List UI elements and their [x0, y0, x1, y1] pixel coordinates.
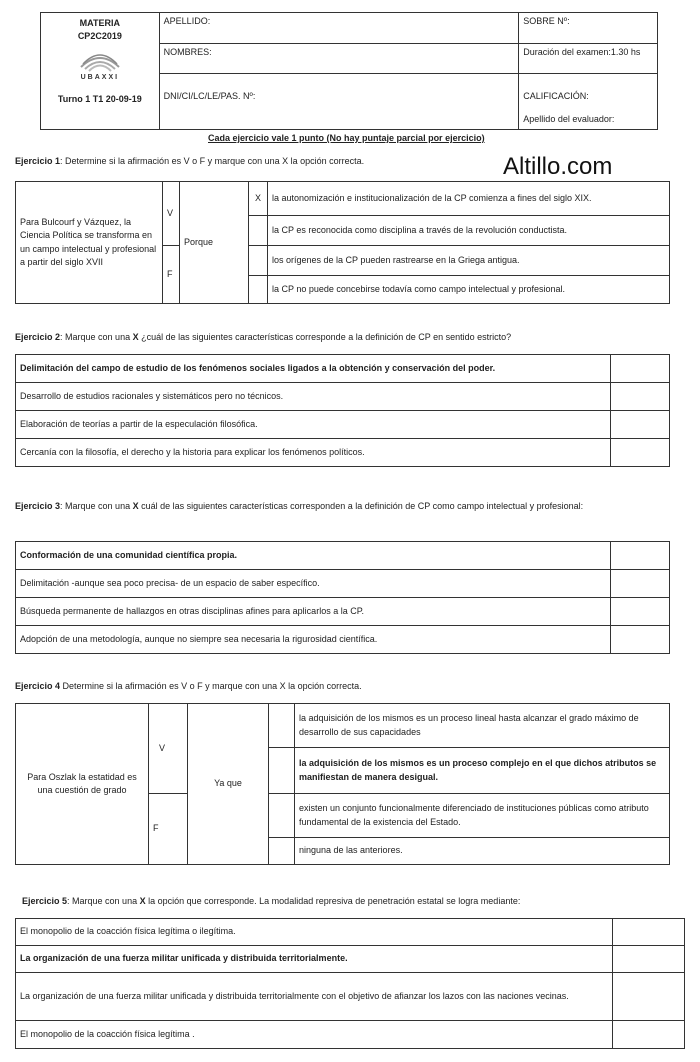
exercise-1-connector: Porque [180, 182, 249, 304]
exercise-1-mark-2[interactable] [249, 216, 268, 246]
exercise-4-table [15, 703, 670, 865]
exercise-1-option-4: la CP no puede concebirse todavía como campo intelectual y profesional. [268, 276, 670, 304]
surname-field[interactable]: APELLIDO: [159, 13, 519, 44]
exercise-3-answer-box-4[interactable] [611, 626, 670, 654]
exercise-5-answer-box-4[interactable] [613, 1021, 685, 1049]
exercise-2-option-1: Delimitación del campo de estudio de los fenómenos sociales ligados a la obtención y conservación del poder. [16, 355, 611, 383]
exercise-2-option-3: Elaboración de teorías a partir de la especulación filosófica. [16, 411, 611, 439]
exercise-5-instruction-b: la opción que corresponde. La modalidad represiva de penetración estatal se logra mediante: [145, 896, 521, 906]
exercise-4-prompt [15, 681, 362, 691]
exercise-1-mark-1[interactable]: X [249, 182, 268, 216]
subject-cell [41, 13, 160, 130]
exam-header-table [40, 12, 658, 130]
exercise-2-instruction-a: : Marque con una [60, 332, 133, 342]
exercise-1-statement: Para Bulcourf y Vázquez, la Ciencia Política se transforma en un campo intelectual y profesional a partir del siglo XVII [16, 182, 163, 304]
exercise-5-answer-box-2[interactable] [613, 946, 685, 973]
exercise-1-mark-4[interactable] [249, 276, 268, 304]
exercise-1-table [15, 181, 670, 304]
exercise-4-false-option[interactable]: F [149, 794, 188, 865]
exercise-1-prompt [15, 156, 364, 166]
exercise-4-label: Ejercicio 4 [15, 681, 61, 691]
exercise-2-option-4: Cercanía con la filosofía, el derecho y la historia para explicar los fenómenos políticos. [16, 439, 611, 467]
exercise-2-option-2: Desarrollo de estudios racionales y sistemáticos pero no técnicos. [16, 383, 611, 411]
exercise-4-mark-1[interactable] [269, 704, 295, 748]
exercise-2-instruction-x: X [132, 332, 139, 342]
points-notice: Cada ejercicio vale 1 punto (No hay puntaje parcial por ejercicio) [208, 133, 485, 143]
exercise-4-instruction: Determine si la afirmación es V o F y marque con una X la opción correcta. [60, 681, 362, 691]
exercise-4-true-option[interactable]: V [149, 704, 188, 794]
exercise-4-option-4: ninguna de las anteriores. [295, 838, 670, 865]
exercise-5-prompt [22, 896, 520, 906]
exercise-2-table [15, 354, 670, 467]
exercise-4-mark-4[interactable] [269, 838, 295, 865]
exercise-1-false-option[interactable]: F [163, 246, 180, 304]
exercise-3-table [15, 541, 670, 654]
exercise-3-answer-box-3[interactable] [611, 598, 670, 626]
exercise-5-answer-box-1[interactable] [613, 919, 685, 946]
id-number-field[interactable] [159, 74, 519, 130]
exercise-5-table [15, 918, 685, 1049]
exercise-1-mark-3[interactable] [249, 246, 268, 276]
exercise-5-option-3: La organización de una fuerza militar unificada y distribuida territorialmente con el objetivo de afianzar los lazos con las naciones vecinas. [16, 973, 613, 1021]
exercise-3-label: Ejercicio 3 [15, 501, 61, 511]
logo-text: UBAXXI [80, 74, 120, 82]
exam-duration: Duración del examen:1.30 hs [519, 44, 658, 74]
id-number-label: DNI/CI/LC/LE/PAS. Nº: [163, 91, 256, 101]
exercise-3-option-3: Búsqueda permanente de hallazgos en otras disciplinas afines para aplicarlos a la CP. [16, 598, 611, 626]
exercise-5-instruction-a: : Marque con una [67, 896, 140, 906]
exercise-1-true-option[interactable]: V [163, 182, 180, 246]
exercise-5-label: Ejercicio 5 [22, 896, 68, 906]
evaluator-label: Apellido del evaluador: [523, 114, 615, 125]
exercise-5-instruction-x: X [139, 896, 146, 906]
exercise-3-answer-box-1[interactable] [611, 542, 670, 570]
exercise-3-option-4: Adopción de una metodología, aunque no siempre sea necesaria la rigurosidad científica. [16, 626, 611, 654]
exercise-3-option-2: Delimitación -aunque sea poco precisa- de un espacio de saber específico. [16, 570, 611, 598]
exercise-4-option-1: la adquisición de los mismos es un proceso lineal hasta alcanzar el grado máximo de desarrollo de sus capacidades [295, 704, 670, 748]
exercise-2-answer-box-1[interactable] [611, 355, 670, 383]
exercise-3-instruction-b: cuál de las siguientes características corresponden a la definición de CP como campo intelectual y profesional: [138, 501, 584, 511]
exercise-2-answer-box-4[interactable] [611, 439, 670, 467]
exercise-4-option-3: existen un conjunto funcionalmente diferenciado de instituciones públicas como atributo fundamental de la existencia del Estado. [295, 794, 670, 838]
exercise-4-connector: Ya que [188, 704, 269, 865]
grade-label: CALIFICACIÓN: [523, 91, 589, 101]
exercise-1-option-1: la autonomización e institucionalización de la CP comienza a fines del siglo XIX. [268, 182, 670, 216]
exercise-5-option-1: El monopolio de la coacción física legítima o ilegítima. [16, 919, 613, 946]
exercise-3-instruction-a: : Marque con una [60, 501, 133, 511]
grade-cell[interactable] [519, 74, 658, 130]
exercise-5-answer-box-3[interactable] [613, 973, 685, 1021]
exercise-2-answer-box-2[interactable] [611, 383, 670, 411]
exercise-1-label: Ejercicio 1 [15, 156, 61, 166]
exercise-1-instruction: : Determine si la afirmación es V o F y marque con una X la opción correcta. [60, 156, 365, 166]
shift-date: Turno 1 T1 20-09-19 [57, 94, 142, 105]
exercise-1-option-2: la CP es reconocida como disciplina a través de la revolución conductista. [268, 216, 670, 246]
exercise-2-label: Ejercicio 2 [15, 332, 61, 342]
exercise-3-option-1: Conformación de una comunidad científica propia. [16, 542, 611, 570]
exercise-4-mark-2[interactable] [269, 748, 295, 794]
exercise-2-prompt [15, 332, 511, 342]
exercise-3-prompt [15, 498, 655, 515]
exercise-2-answer-box-3[interactable] [611, 411, 670, 439]
exercise-1-option-3: los orígenes de la CP pueden rastrearse en la Griega antigua. [268, 246, 670, 276]
exercise-2-instruction-b: ¿cuál de las siguientes características corresponde a la definición de CP en sentido estricto? [138, 332, 512, 342]
exercise-3-answer-box-2[interactable] [611, 570, 670, 598]
exercise-5-option-2: La organización de una fuerza militar unificada y distribuida territorialmente. [16, 946, 613, 973]
exercise-4-option-2: la adquisición de los mismos es un proceso complejo en el que dichos atributos se manifiestan de manera desigual. [295, 748, 670, 794]
subject-code: CP2C2019 [77, 31, 122, 42]
subject-label: MATERIA [79, 18, 120, 28]
exercise-4-statement: Para Oszlak la estatidad es una cuestión de grado [16, 704, 149, 865]
exercise-3-instruction-x: X [132, 501, 139, 511]
exercise-4-mark-3[interactable] [269, 794, 295, 838]
envelope-number-field[interactable]: SOBRE Nº: [519, 13, 658, 44]
ubaxxi-logo-icon [77, 47, 123, 73]
names-field[interactable]: NOMBRES: [159, 44, 519, 74]
watermark: Altillo.com [503, 153, 613, 180]
exercise-5-option-4: El monopolio de la coacción física legítima . [16, 1021, 613, 1049]
